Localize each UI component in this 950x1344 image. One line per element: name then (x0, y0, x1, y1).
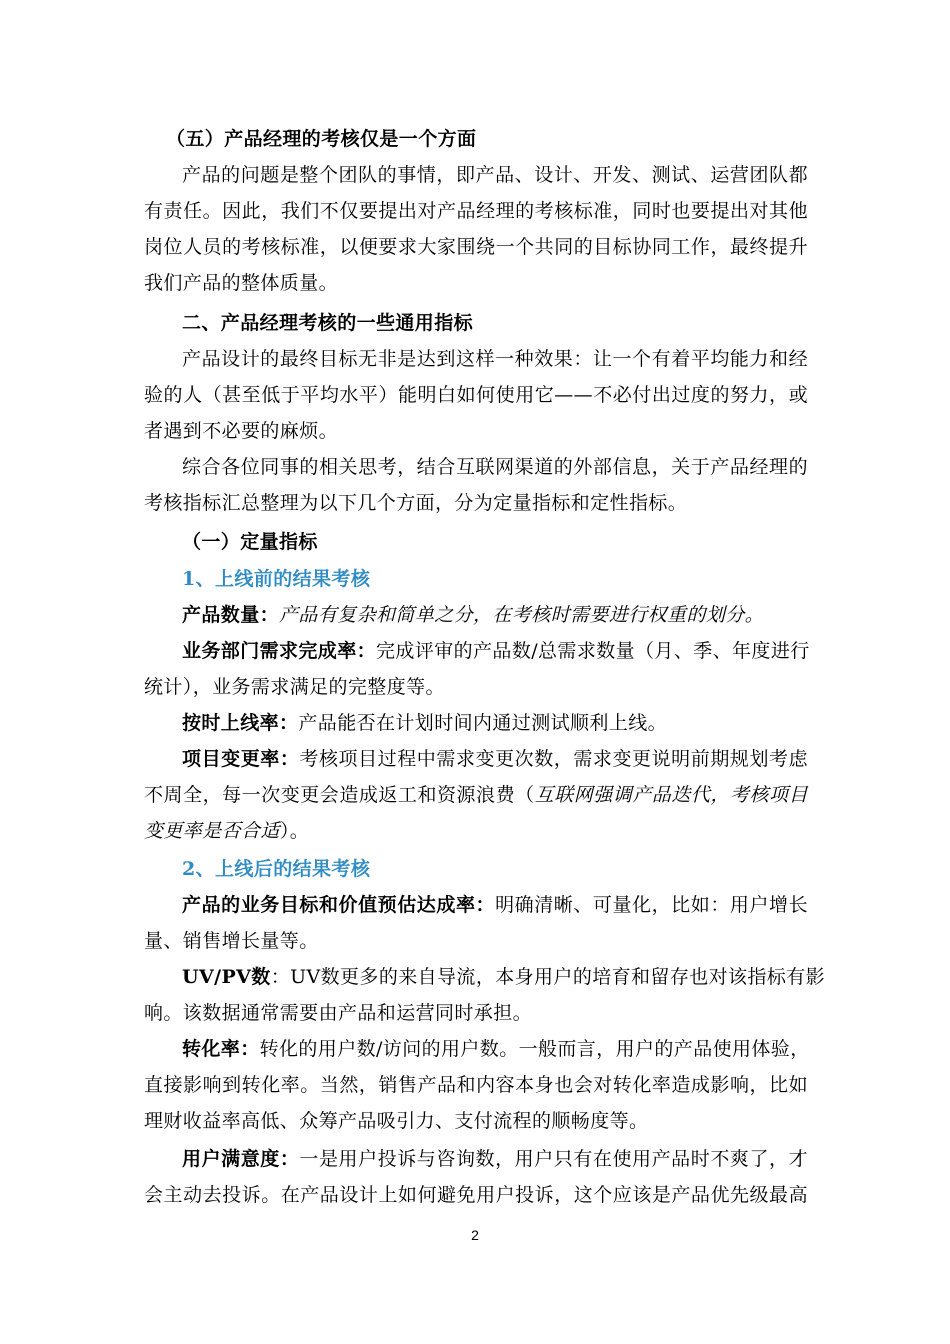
paragraph-line: 产品设计的最终目标无非是达到这样一种效果：让一个有着平均能力和经 (182, 348, 808, 370)
subsection-heading: （一）定量指标 (182, 531, 318, 553)
paragraph-line (144, 777, 808, 813)
indicator-text: 转化的用户数/访问的用户数。一般而言，用户的产品使用体验， (259, 1038, 810, 1060)
indicator-label: 产品的业务目标和价值预估达成率： (182, 894, 496, 916)
indicator-item (182, 959, 826, 995)
paragraph-line: 量、销售增长量等。 (144, 930, 319, 952)
indicator-text: 产品能否在计划时间内通过测试顺利上线。 (298, 712, 668, 734)
paragraph-line: 综合各位同事的相关思考，结合互联网渠道的外部信息，关于产品经理的 (182, 456, 808, 478)
indicator-text: 明确清晰、可量化，比如：用户增长 (495, 894, 808, 916)
indicator-label: 业务部门需求完成率： (182, 640, 377, 662)
indicator-text: 考核项目过程中需求变更次数，需求变更说明前期规划考虑 (299, 748, 808, 770)
paragraph-line: 统计），业务需求满足的完整度等。 (144, 676, 445, 698)
indicator-text: 完成评审的产品数/总需求数量（月、季、年度进行 (376, 640, 810, 662)
indicator-label: UV/PV数 (182, 966, 271, 988)
paragraph-line: 会主动去投诉。在产品设计上如何避免用户投诉，这个应该是产品优先级最高 (144, 1184, 808, 1206)
indicator-item (182, 741, 808, 777)
paragraph-line (144, 813, 808, 849)
indicator-text: 不周全，每一次变更会造成返工和资源浪费（ (144, 784, 535, 806)
paragraph-line: 者遇到不必要的麻烦。 (144, 420, 339, 442)
paragraph-line: 产品的问题是整个团队的事情，即产品、设计、开发、测试、运营团队都 (182, 164, 808, 186)
indicator-item (182, 597, 846, 633)
indicator-item (182, 633, 808, 669)
indicator-item (182, 1031, 808, 1067)
subsection-heading-blue: 1、上线前的结果考核 (182, 568, 371, 590)
indicator-label: 产品数量： (182, 604, 280, 626)
indicator-label: 按时上线率： (182, 712, 299, 734)
paragraph-line: 我们产品的整体质量。 (144, 272, 339, 294)
paragraph-line: 岗位人员的考核标准，以便要求大家围绕一个共同的目标协同工作，最终提升 (144, 236, 808, 258)
indicator-text: ：UV数更多的来自导流，本身用户的培育和留存也对该指标有影 (270, 966, 826, 988)
paragraph-line: 有责任。因此，我们不仅要提出对产品经理的考核标准，同时也要提出对其他 (144, 200, 808, 222)
indicator-label: 用户满意度： (182, 1148, 300, 1170)
section-heading: 二、产品经理考核的一些通用指标 (182, 312, 474, 334)
paragraph-line: 直接影响到转化率。当然，销售产品和内容本身也会对转化率造成影响，比如 (144, 1074, 808, 1096)
paragraph-line: 响。该数据通常需要由产品和运营同时承担。 (144, 1002, 533, 1024)
indicator-text-italic: 互联网强调产品迭代，考核项目 (534, 784, 808, 806)
paragraph-line: 验的人（甚至低于平均水平）能明白如何使用它——不必付出过度的努力，或 (144, 384, 808, 406)
paragraph-line: 理财收益率高低、众筹产品吸引力、支付流程的顺畅度等。 (144, 1110, 649, 1132)
indicator-text: 一是用户投诉与咨询数，用户只有在使用产品时不爽了，才 (299, 1148, 808, 1170)
section-heading: （五）产品经理的考核仅是一个方面 (166, 128, 477, 150)
paragraph-line: 考核指标汇总整理为以下几个方面，分为定量指标和定性指标。 (144, 492, 688, 514)
indicator-text-italic: 变更率是否合适 (144, 820, 280, 842)
indicator-item (182, 887, 808, 923)
page-number: 2 (471, 1227, 479, 1243)
indicator-text: ）。 (279, 820, 310, 842)
indicator-label: 转化率： (182, 1038, 260, 1060)
indicator-item (182, 1141, 808, 1177)
subsection-heading-blue: 2、上线后的结果考核 (182, 858, 371, 880)
indicator-item (182, 705, 846, 741)
indicator-text: 产品有复杂和简单之分，在考核时需要进行权重的划分。 (279, 604, 765, 626)
indicator-label: 项目变更率： (182, 748, 300, 770)
